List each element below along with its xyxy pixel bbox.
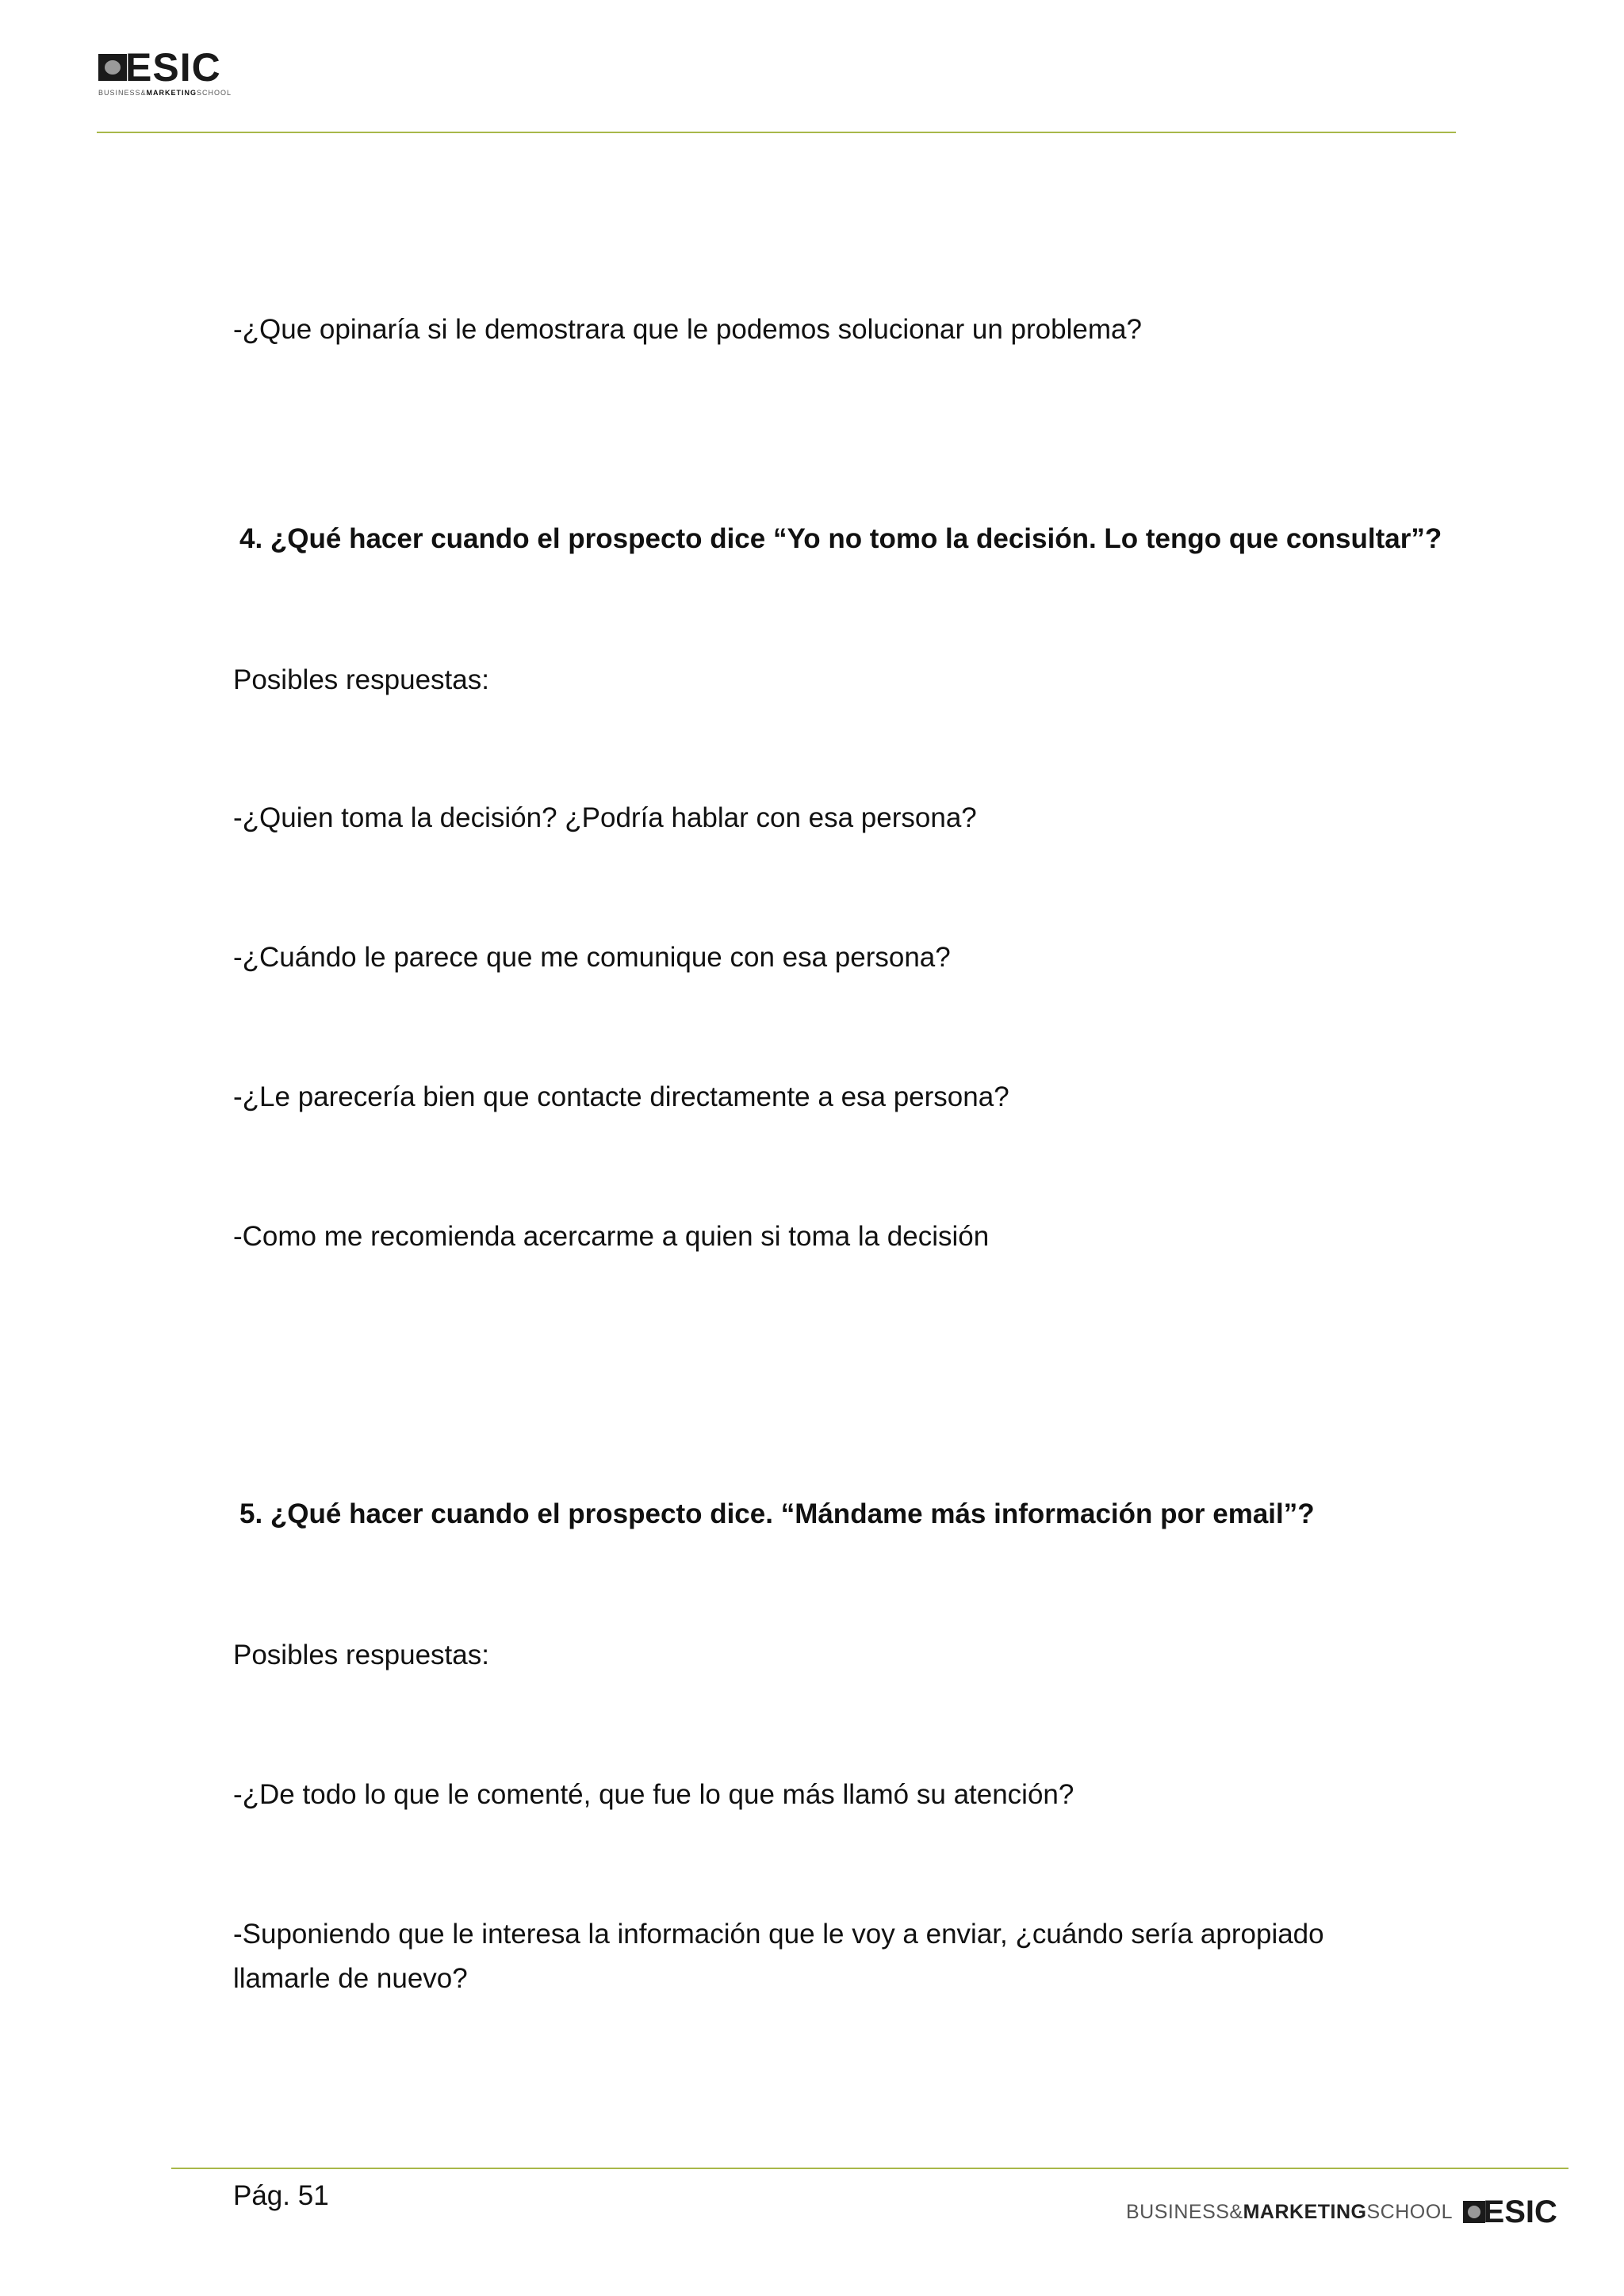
section-4-heading: 4. ¿Qué hacer cuando el prospecto dice “Yo no tomo la decisión. Lo tengo que consultar”? <box>239 523 1442 554</box>
section-5-response-continued: llamarle de nuevo? <box>233 1963 468 1994</box>
section-5-response: -Suponiendo que le interesa la información que le voy a enviar, ¿cuándo sería apropiado <box>233 1919 1324 1950</box>
footer-divider <box>171 2168 1568 2169</box>
footer-logo-wordmark: ESIC <box>1483 2195 1557 2229</box>
section-4-response: -Como me recomienda acercarme a quien si toma la decisión <box>233 1221 990 1252</box>
section-5-heading: 5. ¿Qué hacer cuando el prospecto dice. “Mándame más información por email”? <box>239 1498 1315 1529</box>
footer-esic-logo <box>1463 2196 1574 2228</box>
intro-line: -¿Que opinaría si le demostrara que le podemos solucionar un problema? <box>233 314 1142 345</box>
header-divider <box>97 132 1456 133</box>
section-5-subheading: Posibles respuestas: <box>233 1640 489 1670</box>
footer-tagline: BUSINESS&MARKETINGSCHOOL <box>1126 2200 1454 2223</box>
section-4-subheading: Posibles respuestas: <box>233 664 489 695</box>
seal-icon <box>1463 2201 1485 2223</box>
page-number: Pág. 51 <box>233 2180 329 2211</box>
section-4-response: -¿Quien toma la decisión? ¿Podría hablar con esa persona? <box>233 802 977 833</box>
logo-wordmark: ESIC <box>125 45 221 90</box>
section-4-response: -¿Le parecería bien que contacte directamente a esa persona? <box>233 1081 1009 1112</box>
section-5-response: -¿De todo lo que le comenté, que fue lo que más llamó su atención? <box>233 1779 1074 1810</box>
seal-icon <box>98 54 127 81</box>
section-4-response: -¿Cuándo le parece que me comunique con esa persona? <box>233 942 951 973</box>
esic-logo <box>98 45 257 103</box>
logo-subtitle: BUSINESS&MARKETINGSCHOOL <box>98 89 232 97</box>
footer-brand <box>1126 2196 1574 2228</box>
